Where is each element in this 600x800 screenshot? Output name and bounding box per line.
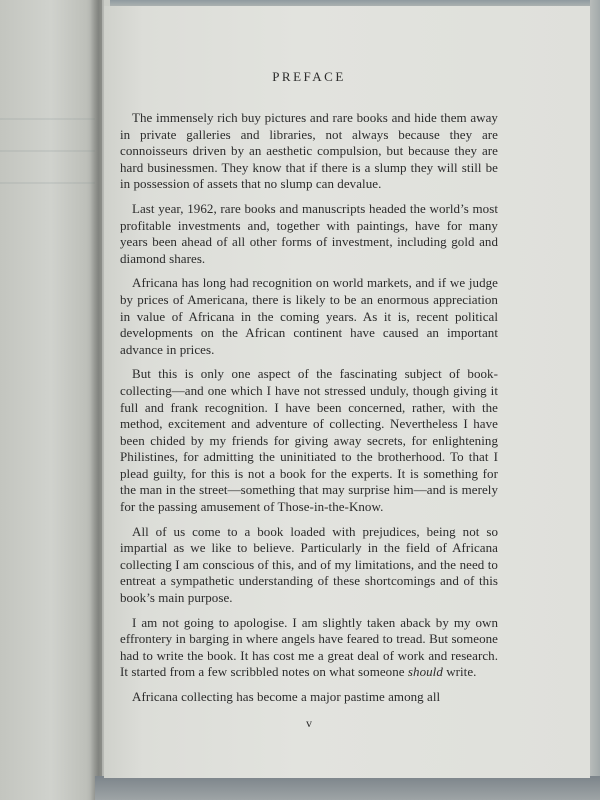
right-page (104, 6, 590, 778)
book-cover-edge-right (590, 0, 600, 800)
page-title: PREFACE (272, 69, 346, 84)
show-through-line (0, 150, 95, 152)
paragraph-6 (120, 615, 498, 681)
show-through-line (0, 118, 95, 120)
paragraph-6-emphasis: should (407, 664, 443, 680)
paragraph-3: Africana has long had recognition on world markets, and if we judge by prices of Americana, there is likely to be an enormous appreciation in value of Africana in the coming years. As it is, recent political developments on the African continent have caused an important advance in prices. (120, 275, 498, 357)
paragraph-1: The immensely rich buy pictures and rare books and hide them away in private galleries and libraries, not always because they are connoisseurs driven by an aesthetic compulsion, but because they are hard businessmen. They know that if there is a slump they will still be in possession of assets that no slump can devalue. (120, 110, 498, 192)
show-through-line (0, 182, 95, 184)
book-gutter (90, 0, 104, 800)
paragraph-7: Africana collecting has become a major pastime among all (132, 689, 441, 704)
paragraph-6-text: I am not going to apologise. I am slightly taken aback by my own effrontery in barging in where angels have feared to tread. But someone had to write the book. It has cost me a great deal of work and research. It started from a few scribbled notes on what someone (120, 614, 498, 680)
left-page (0, 0, 102, 800)
page-text-block (120, 68, 498, 731)
paragraph-6-end: write. (442, 664, 477, 680)
page-number: v (306, 715, 312, 730)
paragraph-4: But this is only one aspect of the fascinating subject of book-collecting—and one which I have not stressed unduly, though giving it full and frank recognition. I have been concerned, rather, with the method, excitement and adventure of collecting. Nevertheless I have been chided by my friends for giving away secrets, for enlightening Philistines, for admitting the uninitiated to the brotherhood. To that I plead guilty, for this is not a book for the experts. It is something for the man in the street—something that may surprise him—and is merely for the passing amusement of Those-in-the-Know. (120, 366, 498, 515)
book-cover-edge-bottom (95, 776, 600, 800)
paragraph-5: All of us come to a book loaded with prejudices, being not so impartial as we like to believe. Particularly in the field of Africana collecting I am conscious of this, and of my limitations, and the need to entreat a sympathetic understanding of these shortcomings and of this book’s main purpose. (120, 523, 498, 606)
paragraph-2: Last year, 1962, rare books and manuscripts headed the world’s most profitable investments and, together with paintings, have for many years been ahead of all other forms of investment, including gold and diamond shares. (120, 200, 498, 266)
